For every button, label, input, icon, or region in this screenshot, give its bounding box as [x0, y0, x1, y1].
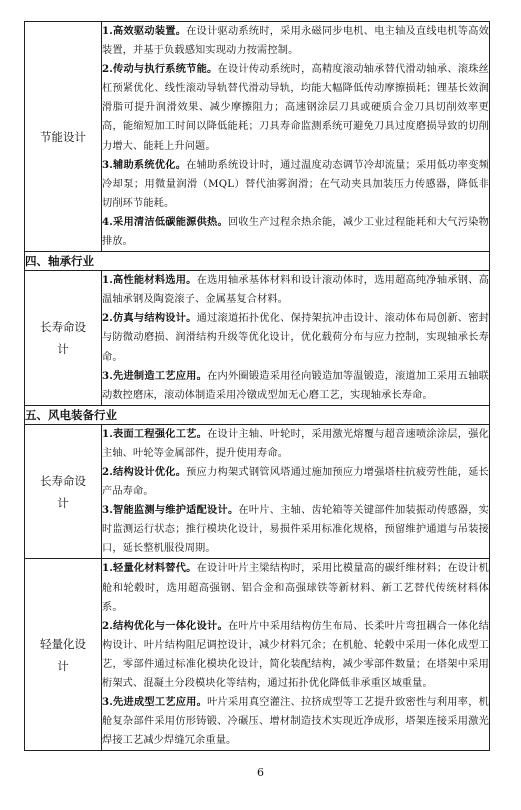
category-row [25, 424, 490, 559]
measure-text: 叶片采用真空灌注、拉挤成型等工艺提升致密性与利用率，机舱复杂部件采用仿形铸锻、冷碾压、增材制造技术实现近净成形，塔架连接采用激光焊接工艺减少焊缝冗余重量。 [102, 697, 489, 747]
measure-text: 在设计传动系统时，高精度滚动轴承替代滑动轴承、滚珠丝杠预紧优化、线性滚动导轨替代滑动导轨，均能大幅降低传动摩擦损耗；锂基长效润滑脂可提升润滑效果、减少摩擦阻力；高速钢涂层刀具或硬质合金刀具切削效率更高，能缩短加工时间以降低能耗；刀具寿命监测系统可避免刀具过度磨损导致的切削力增大、能耗上升问题。 [102, 64, 490, 152]
measure-item [102, 463, 489, 501]
measure-heading: 1.高效驱动装置。 [102, 25, 187, 37]
measure-text: 在叶片、主轴、齿轮箱等关键部件加装振动传感器，实时监测运行状态；推行模块化设计，易损件采用标准化规格，预留维护通道与吊装接口，延长整机服役周期。 [102, 505, 489, 555]
measure-heading: 2.结构优化与一体化设计。 [102, 619, 228, 632]
category-content [102, 559, 490, 751]
measure-text: 在设计叶片主梁结构时，采用比模量高的碳纤维材料；在设计机舱和轮毂时，选用超高强钢、铝合金和高强球铁等新材料、新工艺替代传统材料体系。 [102, 563, 490, 613]
measure-item [102, 271, 489, 309]
measure-item [102, 367, 489, 405]
measure-heading: 3.智能监测与维护适配设计。 [102, 504, 239, 517]
measure-heading: 2.仿真与结构设计。 [102, 312, 197, 325]
measure-heading: 3.辅助系统优化。 [102, 158, 187, 171]
category-label: 节能设计 [25, 22, 102, 252]
section-header: 五、风电装备行业 [25, 405, 490, 424]
category-label: 长寿命设计 [25, 424, 102, 559]
measure-text: 在选用轴承基体材料和设计滚动体时，选用超高纯净轴承钢、高温轴承钢及陶瓷滚子、金属基复合材料。 [102, 275, 490, 306]
measures-table [24, 21, 490, 751]
measure-heading: 1.表面工程强化工艺。 [102, 427, 208, 440]
page-number: 6 [257, 766, 264, 779]
measure-item [102, 156, 489, 213]
measure-item [102, 60, 489, 155]
category-content [102, 22, 490, 252]
category-content [102, 424, 490, 559]
measure-item [102, 425, 489, 463]
measure-heading: 4.采用清洁低碳能源供热。 [102, 215, 228, 228]
measure-text: 在辅助系统设计时，通过温度动态调节冷却流量；采用低功率变频冷却泵；用微量润滑（MQL）替代油雾润滑；在气动夹具加装压力传感器，降低非切削环节能耗。 [102, 159, 489, 209]
measure-text: 通过滚道拓扑优化、保持架抗冲击设计、滚动体布局创新、密封与防微动磨损、润滑结构升级等优化设计，优化载荷分布与应力控制，实现轴承长寿命。 [102, 313, 490, 363]
measure-heading: 1.高性能材料选用。 [102, 274, 197, 287]
measure-text: 在叶片中采用结构仿生布局、长柔叶片弯扭耦合一体化结构设计、叶片结构阻尼调控设计，减少材料冗余；在机舱、轮毂中采用一体化成型工艺，零部件通过标准化模块化设计，简化装配结构，减少零部件数量；在塔架中采用桁架式、混凝土分段模块化等结构，通过拓扑优化降低非承重区域重量。 [102, 620, 489, 689]
category-row [25, 22, 490, 252]
measure-item [102, 617, 489, 693]
category-content [102, 271, 490, 406]
category-row [25, 271, 490, 406]
measure-heading: 1.轻量化材料替代。 [102, 562, 197, 575]
measure-item [102, 559, 489, 616]
measure-heading: 3.先进制造工艺应用。 [102, 369, 208, 382]
measure-item [102, 309, 489, 366]
measure-heading: 3.先进成型工艺应用。 [102, 696, 208, 709]
measure-item [102, 22, 489, 60]
section-header-row [25, 252, 490, 271]
measure-text: 在设计驱动系统时，采用永磁同步电机、电主轴及直线电机等高效装置，并基于负载感知实现动力按需控制。 [102, 26, 489, 57]
measure-text: 回收生产过程余热余能，减少工业过程能耗和大气污染物排放。 [102, 216, 489, 248]
measure-heading: 2.传动与执行系统节能。 [102, 63, 218, 76]
category-row [25, 559, 490, 751]
measure-text: 在设计主轴、叶轮时，采用激光熔覆与超音速喷涂涂层，强化主轴、叶轮等金属部件，提升使用寿命。 [102, 428, 489, 459]
category-label: 轻量化设计 [25, 559, 102, 751]
measure-item [102, 693, 489, 750]
section-header: 四、轴承行业 [25, 252, 490, 271]
measure-item [102, 213, 489, 251]
document-page [24, 21, 490, 751]
measure-item [102, 501, 489, 558]
measure-text: 在内外圈锻造采用径向锻造加等温锻造，滚道加工采用五轴联动数控磨床，滚动体制造采用冷镦成型加无心磨工艺，实现轴承长寿命。 [102, 370, 489, 401]
category-label: 长寿命设计 [25, 271, 102, 406]
measure-text: 预应力构架式钢管风塔通过施加预应力增强塔柱抗疲劳性能，延长产品寿命。 [102, 466, 489, 498]
section-header-row [25, 405, 490, 424]
measure-heading: 2.结构设计优化。 [102, 465, 187, 478]
